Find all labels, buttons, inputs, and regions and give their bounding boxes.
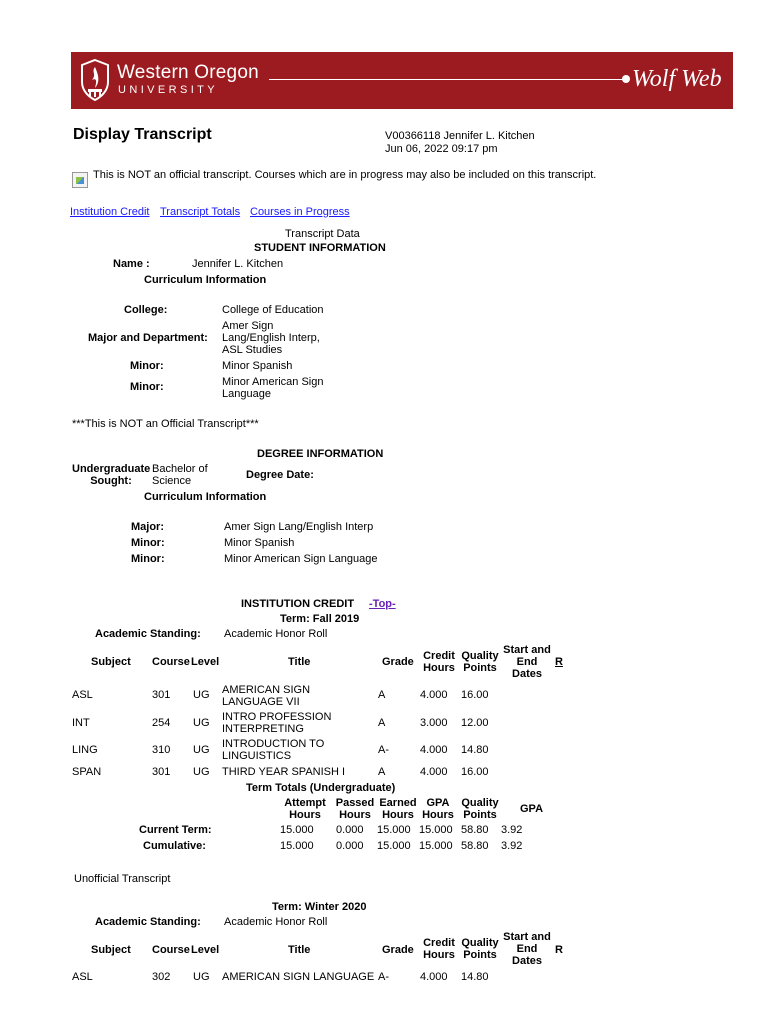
page-title: Display Transcript xyxy=(73,126,212,143)
top-link[interactable]: -Top- xyxy=(369,598,396,610)
course-quality: 12.00 xyxy=(461,717,489,729)
course-credit: 3.000 xyxy=(420,717,448,729)
degree-sought-value: Bachelor of Science xyxy=(152,463,208,487)
total-quality: 58.80 xyxy=(461,824,489,836)
course-subject: ASL xyxy=(72,689,93,701)
user-id-name: V00366118 Jennifer L. Kitchen xyxy=(385,130,535,142)
course-number: 301 xyxy=(152,689,171,701)
total-passed: 0.000 xyxy=(336,824,364,836)
col-start-end-dates: Start and End Dates xyxy=(503,931,551,967)
total-gpa: 3.92 xyxy=(501,824,523,836)
col-level: Level xyxy=(191,944,220,956)
university-seal-icon xyxy=(79,58,111,102)
minor-value: Minor Spanish xyxy=(222,360,293,372)
college-value: College of Education xyxy=(222,304,324,316)
col-subject: Subject xyxy=(91,656,131,668)
col-gpa: GPA xyxy=(520,803,544,815)
course-subject: LING xyxy=(72,744,98,756)
cumulative-earned: 15.000 xyxy=(377,840,411,852)
course-credit: 4.000 xyxy=(420,689,448,701)
term-name: Term: Winter 2020 xyxy=(272,901,367,913)
col-grade: Grade xyxy=(382,656,414,668)
course-number: 301 xyxy=(152,766,171,778)
current-term-label: Current Term: xyxy=(139,824,212,836)
course-grade: A xyxy=(378,766,386,778)
cumulative-passed: 0.000 xyxy=(336,840,364,852)
degree-info-heading: DEGREE INFORMATION xyxy=(257,448,384,460)
course-level: UG xyxy=(193,971,210,983)
course-subject: INT xyxy=(72,717,90,729)
course-title: INTRO PROFESSION INTERPRETING xyxy=(222,711,332,735)
major-label: Major and Department: xyxy=(88,332,208,344)
brand-subtitle: UNIVERSITY xyxy=(118,84,219,96)
degree-sought-label: Undergraduate Sought: xyxy=(72,463,151,487)
col-passed-hours: Passed Hours xyxy=(335,797,375,821)
brand-name: Western Oregon xyxy=(117,62,259,83)
col-credit-hours: Credit Hours xyxy=(423,650,455,674)
course-title: AMERICAN SIGN LANGUAGE xyxy=(222,971,375,983)
minor-value: Minor Spanish xyxy=(224,537,295,549)
minor-label: Minor: xyxy=(131,553,165,565)
academic-standing-value: Academic Honor Roll xyxy=(224,916,328,928)
course-grade: A xyxy=(378,689,386,701)
col-earned-hours: Earned Hours xyxy=(379,797,417,821)
col-r: R xyxy=(555,656,563,668)
unofficial-transcript-note: ***This is NOT an Official Transcript*** xyxy=(72,418,259,430)
student-info-heading: STUDENT INFORMATION xyxy=(254,242,386,254)
course-level: UG xyxy=(193,744,210,756)
course-title: INTRODUCTION TO LINGUISTICS xyxy=(222,738,325,762)
course-grade: A xyxy=(378,717,386,729)
unofficial-notice: This is NOT an official transcript. Courses which are in progress may also be included on this transcript. xyxy=(93,169,597,181)
total-earned: 15.000 xyxy=(377,824,411,836)
col-credit-hours: Credit Hours xyxy=(423,937,455,961)
curriculum-heading: Curriculum Information xyxy=(144,491,267,503)
header-banner xyxy=(71,52,733,109)
course-number: 254 xyxy=(152,717,171,729)
curriculum-heading: Curriculum Information xyxy=(144,274,267,286)
course-quality: 14.80 xyxy=(461,971,489,983)
course-quality: 14.80 xyxy=(461,744,489,756)
term-totals-heading: Term Totals (Undergraduate) xyxy=(246,782,396,794)
major-value: Amer Sign Lang/English Interp, ASL Studies xyxy=(222,320,320,356)
course-credit: 4.000 xyxy=(420,971,448,983)
col-course: Course xyxy=(152,944,190,956)
link-transcript-totals[interactable]: Transcript Totals xyxy=(160,206,241,218)
course-quality: 16.00 xyxy=(461,689,489,701)
banner-divider xyxy=(269,79,623,80)
major-label: Major: xyxy=(131,521,164,533)
cumulative-attempt: 15.000 xyxy=(280,840,314,852)
academic-standing-label: Academic Standing: xyxy=(95,916,201,928)
col-title: Title xyxy=(288,944,311,956)
product-name: Wolf Web xyxy=(632,66,722,92)
broken-image-icon xyxy=(72,172,88,188)
col-quality-points: Quality Points xyxy=(461,650,499,674)
term-name: Term: Fall 2019 xyxy=(280,613,360,625)
degree-date-label: Degree Date: xyxy=(246,469,314,481)
institution-credit-heading: INSTITUTION CREDIT xyxy=(241,598,355,610)
course-credit: 4.000 xyxy=(420,766,448,778)
minor-value: Minor American Sign Language xyxy=(224,553,378,565)
minor-label: Minor: xyxy=(131,537,165,549)
name-label: Name : xyxy=(113,258,150,270)
link-courses-in-progress[interactable]: Courses in Progress xyxy=(250,206,350,218)
transcript-data-caption: Transcript Data xyxy=(285,228,360,240)
minor-value: Minor American Sign Language xyxy=(222,376,324,400)
cumulative-label: Cumulative: xyxy=(143,840,206,852)
course-grade: A- xyxy=(378,971,389,983)
banner-dot-icon xyxy=(622,75,630,83)
course-subject: SPAN xyxy=(72,766,102,778)
course-credit: 4.000 xyxy=(420,744,448,756)
cumulative-quality: 58.80 xyxy=(461,840,489,852)
course-level: UG xyxy=(193,717,210,729)
course-level: UG xyxy=(193,766,210,778)
course-title: THIRD YEAR SPANISH I xyxy=(222,766,346,778)
total-attempt: 15.000 xyxy=(280,824,314,836)
course-subject: ASL xyxy=(72,971,93,983)
academic-standing-label: Academic Standing: xyxy=(95,628,201,640)
course-number: 310 xyxy=(152,744,171,756)
col-r: R xyxy=(555,944,563,956)
course-quality: 16.00 xyxy=(461,766,489,778)
col-level: Level xyxy=(191,656,220,668)
timestamp: Jun 06, 2022 09:17 pm xyxy=(385,143,498,155)
col-start-end-dates: Start and End Dates xyxy=(503,644,551,680)
col-grade: Grade xyxy=(382,944,414,956)
cumulative-gpa: 3.92 xyxy=(501,840,523,852)
course-title: AMERICAN SIGN LANGUAGE VII xyxy=(222,684,311,708)
college-label: College: xyxy=(124,304,168,316)
col-attempt-hours: Attempt Hours xyxy=(284,797,326,821)
course-level: UG xyxy=(193,689,210,701)
major-value: Amer Sign Lang/English Interp xyxy=(224,521,374,533)
col-quality-points: Quality Points xyxy=(461,937,499,961)
unofficial-transcript-label: Unofficial Transcript xyxy=(74,873,171,885)
minor-label: Minor: xyxy=(130,381,164,393)
col-quality-points: Quality Points xyxy=(461,797,499,821)
name-value: Jennifer L. Kitchen xyxy=(192,258,284,270)
academic-standing-value: Academic Honor Roll xyxy=(224,628,328,640)
course-number: 302 xyxy=(152,971,171,983)
col-subject: Subject xyxy=(91,944,131,956)
minor-label: Minor: xyxy=(130,360,164,372)
course-grade: A- xyxy=(378,744,389,756)
total-gpa-hours: 15.000 xyxy=(419,824,453,836)
col-gpa-hours: GPA Hours xyxy=(422,797,454,821)
col-course: Course xyxy=(152,656,190,668)
col-title: Title xyxy=(288,656,311,668)
cumulative-gpa-hours: 15.000 xyxy=(419,840,453,852)
link-institution-credit[interactable]: Institution Credit xyxy=(70,206,150,218)
